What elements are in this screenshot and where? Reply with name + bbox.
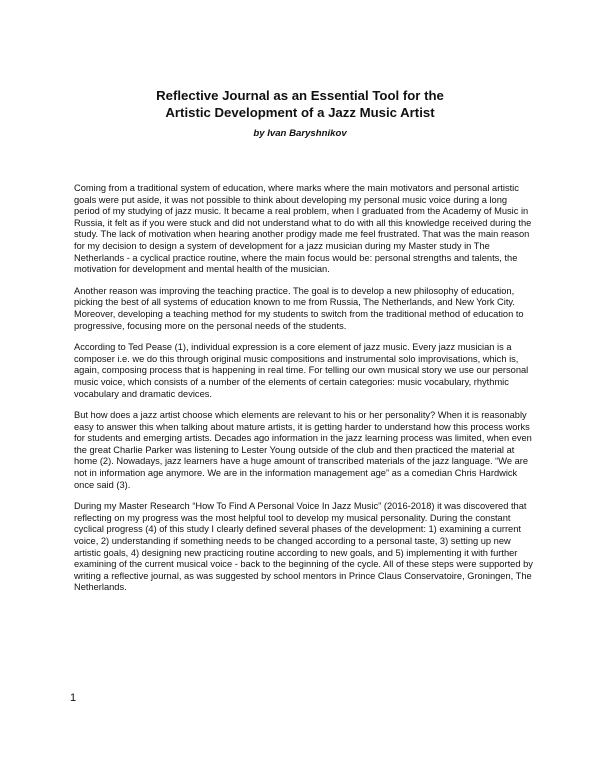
paragraph-5: During my Master Research “How To Find A Personal Voice In Jazz Music” (2016-2018) it was discovered that reflecting on my progress was the most helpful tool to develop my musical personality. During the constant cyclical progress (4) of this study I clearly defined several phases of the development: 1) examining a current voice, 2) understanding if something needs to be changed according to a personal taste, 3) setting up new artistic goals, 4) designing new practicing routine according to new goals, and 5) implementing it with further examining of the current musical voice - back to the beginning of the cycle. All of these steps were supported by writing a reflective journal, as was suggested by school mentors in Prince Claus Conservatoire, Groningen, The Netherlands. xyxy=(74,501,533,593)
page-number: 1 xyxy=(70,692,77,704)
title-line-1: Reflective Journal as an Essential Tool for the xyxy=(156,88,444,103)
document-title xyxy=(60,87,540,121)
paragraph-4: But how does a jazz artist choose which elements are relevant to his or her personality? When it is reasonably easy to answer this when talking about mature artists, it is getting harder to understand how this process works for students and emerging artists. Decades ago information in the jazz learning process was limited, when even the great Charlie Parker was listening to Lester Young outside of the club and then practiced the material at home (2). Nowadays, jazz learners have a huge amount of transcribed materials of the jazz language. “We are not in information age anymore. We are in the information management age” as a comedian Chris Hardwick once said (3). xyxy=(74,410,532,490)
paragraph-1: Coming from a traditional system of education, where marks where the main motivators and personal artistic goals were put aside, it was not possible to think about developing my personal music voice during a long period of my studying of jazz music. It became a real problem, when I graduated from the Academy of Music in Russia, it felt as if you were stuck and did not understand what to do with all this knowledge received during the study. The lack of motivation when hearing another prodigy made me feel frustrated. That was the main reason for my decision to design a system of development for a jazz musician during my Master study in The Netherlands - a cyclical practice routine, where the main focus would be: personal strengths and talents, the motivation for development and mental health of the musician. xyxy=(74,183,532,275)
document-body xyxy=(74,183,534,604)
author-byline: by Ivan Baryshnikov xyxy=(253,128,347,139)
title-line-2: Artistic Development of a Jazz Music Artist xyxy=(165,105,435,120)
paragraph-2: Another reason was improving the teaching practice. The goal is to develop a new philosophy of education, picking the best of all systems of education known to me from Russia, The Netherlands, and New York City. Moreover, developing a teaching method for my students to switch from the traditional method of education to progressive, focusing more on the personal needs of the students. xyxy=(74,285,524,331)
paragraph-3: According to Ted Pease (1), individual expression is a core element of jazz music. Every jazz musician is a composer i.e. we do this through original music compositions and instrumental solo improvisations, which is, again, composing process that is happening in real time. For telling our own musical story we use our personal music voice, which consists of a number of the elements of certain categories: music vocabulary, rhythmic vocabulary and dramatic devices. xyxy=(74,342,529,399)
